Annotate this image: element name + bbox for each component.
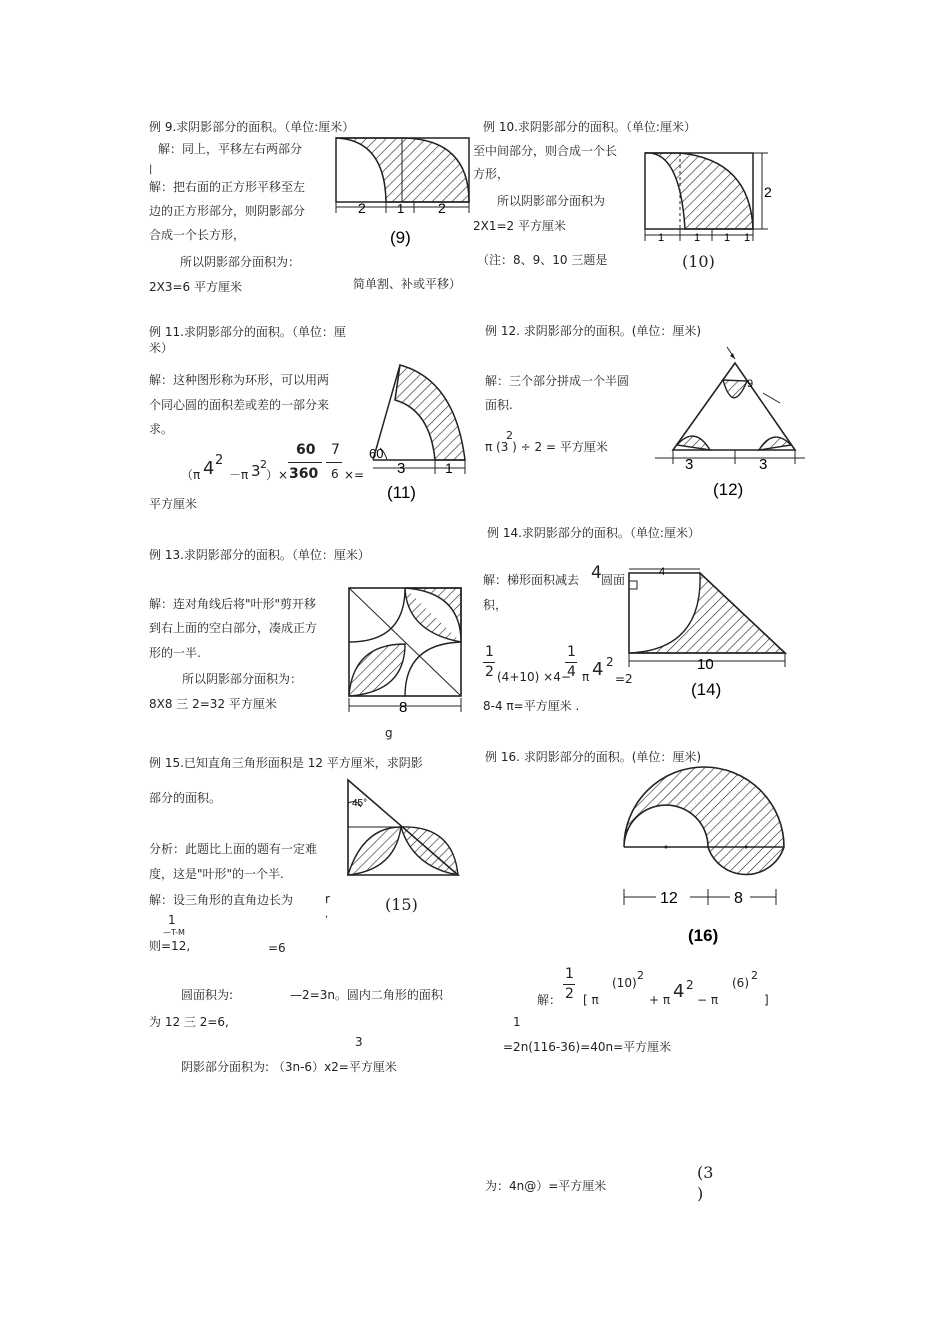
ex11-frac-den: 360 bbox=[289, 466, 319, 482]
ex11-formula-b: －π bbox=[229, 468, 249, 482]
ex14-line1c: 圆面 bbox=[601, 573, 626, 587]
fig9-label: (9) bbox=[390, 228, 411, 247]
ex9-title: 例 9.求阴影部分的面积。（单位:厘米） bbox=[149, 120, 355, 134]
fig11-angle: 60 bbox=[369, 446, 384, 461]
ex16-frac-den: 2 bbox=[565, 986, 574, 1002]
ex13-title: 例 13.求阴影部分的面积。（单位：厘米） bbox=[149, 548, 370, 562]
ex14-frac2-bar bbox=[565, 662, 577, 663]
fig16-dim-a: 12 bbox=[660, 890, 678, 907]
ex16-formula-sq2: 2 bbox=[686, 978, 694, 992]
fig16-dim-b: 8 bbox=[734, 890, 743, 907]
ex11-formula-3: 3 bbox=[251, 462, 261, 480]
ex15-small1: 1 bbox=[168, 913, 176, 927]
ex10-line2: 方形， bbox=[473, 167, 510, 181]
ex9-line1: 解：同上，平移左右两部分 bbox=[158, 142, 303, 156]
fig12-top: 9 bbox=[747, 378, 754, 390]
fig9-dim-a: 2 bbox=[358, 200, 366, 216]
ex16-line2: =2n(116-36)=40n=平方厘米 bbox=[503, 1040, 672, 1054]
ex9-line3: 边的正方形部分，则阴影部分 bbox=[149, 204, 306, 218]
ex10-line4: 2X1=2 平方厘米 bbox=[473, 219, 566, 233]
ex16-frac-num: 1 bbox=[565, 966, 574, 982]
fig10-dim-a: 1 bbox=[658, 232, 665, 244]
fig11-dim-b: 1 bbox=[445, 460, 453, 476]
ex16-formula-sq1: 2 bbox=[637, 969, 644, 982]
ex14-formula-b: π bbox=[582, 670, 590, 684]
ex11-formula-sq1: 2 bbox=[215, 453, 224, 468]
figure-16 bbox=[618, 765, 788, 950]
ex9-mark: | bbox=[149, 164, 153, 175]
ex12-title: 例 12. 求阴影部分的面积。(单位：厘米) bbox=[485, 324, 702, 338]
ex9-line2: 解：把右面的正方形平移至左 bbox=[149, 180, 306, 194]
fig10-label: (10) bbox=[682, 252, 715, 271]
fig15-angle: 45° bbox=[352, 798, 368, 809]
ex16-frac-bar bbox=[563, 984, 575, 985]
ex13-line2: 到右上面的空白部分，凑成正方 bbox=[149, 621, 318, 635]
ex13-line4: 所以阴影部分面积为： bbox=[182, 672, 303, 686]
ex15-line3b: r bbox=[325, 892, 330, 906]
figure-15 bbox=[343, 775, 463, 885]
ex9-line6: 2X3=6 平方厘米 bbox=[149, 280, 242, 294]
ex16-formula-10: (10) bbox=[612, 976, 637, 990]
ex12-formula: π (3 ) ÷ 2 = 平方厘米 bbox=[485, 440, 608, 454]
ex10-title: 例 10.求阴影部分的面积。（单位:厘米） bbox=[483, 120, 696, 134]
ex15-line4b: =6 bbox=[268, 941, 286, 955]
ex9-line4: 合成一个长方形， bbox=[149, 228, 246, 242]
ex13-line3: 形的一半. bbox=[149, 646, 201, 660]
ex14-line3: 8-4 π=平方厘米 . bbox=[483, 699, 580, 713]
ex14-line1a: 解：梯形面积减去 bbox=[483, 573, 580, 587]
ex16-formula-a: [ π bbox=[583, 993, 599, 1007]
ex11-formula-4: 4 bbox=[203, 458, 215, 479]
ex15-small2: —T-M bbox=[163, 928, 185, 937]
ex11-line2: 个同心圆的面积差或差的一部分来 bbox=[149, 398, 330, 412]
fig10-dim-b: 1 bbox=[694, 232, 701, 244]
fig11-dim-a: 3 bbox=[397, 460, 406, 477]
ex15-line2: 度，这是"叶形"的一个半. bbox=[149, 867, 284, 881]
ex16-title: 例 16. 求阴影部分的面积。(单位：厘米) bbox=[485, 750, 702, 764]
figure-9 bbox=[330, 135, 475, 250]
ex16-formula-4: 4 bbox=[673, 981, 685, 1002]
ex14-frac1-den: 2 bbox=[485, 664, 494, 680]
figure-11 bbox=[365, 360, 475, 505]
figure-13 bbox=[343, 582, 468, 717]
figure-14 bbox=[625, 565, 790, 705]
ex14-formula-4: 4 bbox=[592, 659, 604, 680]
ex11-title2: 米） bbox=[149, 341, 174, 355]
ex9-line5: 所以阴影部分面积为： bbox=[180, 255, 301, 269]
ex11-frac2-bar bbox=[326, 462, 342, 463]
ex11-frac2-num: 7 bbox=[331, 442, 340, 458]
ex15-title: 例 15.已知直角三角形面积是 12 平方厘米，求阴影 bbox=[149, 756, 423, 770]
ex11-formula-c: ）× bbox=[266, 468, 289, 482]
ex12-formula-sq: 2 bbox=[506, 429, 513, 442]
ex10-line3: 所以阴影部分面积为 bbox=[497, 194, 606, 208]
ex11-formula-d: ×= bbox=[344, 468, 365, 482]
ex14-line1b: 4 bbox=[591, 563, 602, 583]
ex15-line5a: 圆面积为: bbox=[181, 988, 234, 1002]
fig11-label: (11) bbox=[387, 483, 416, 502]
ex15-line4: 则=12, bbox=[149, 939, 191, 953]
fig14-bottom: 10 bbox=[697, 656, 714, 673]
ex11-line4: 平方厘米 bbox=[149, 497, 198, 511]
ex14-frac1-bar bbox=[483, 662, 495, 663]
fig10-dim-d: 1 bbox=[744, 232, 751, 244]
fig10-dim-c: 1 bbox=[724, 232, 731, 244]
ex11-frac-bar bbox=[288, 462, 322, 463]
ex16-formula-pre: 解： bbox=[537, 993, 562, 1007]
figure-12 bbox=[655, 345, 810, 500]
fig12-dim-a: 3 bbox=[685, 456, 694, 473]
ex13-line1: 解：连对角线后将"叶形"剪开移 bbox=[149, 597, 317, 611]
ex16-formula-6: (6) bbox=[732, 976, 749, 990]
ex14-title: 例 14.求阴影部分的面积。（单位:厘米） bbox=[487, 526, 700, 540]
ex10-line1: 至中间部分，则合成一个长 bbox=[473, 144, 618, 158]
ex16-line1: 1 bbox=[513, 1015, 521, 1029]
ex14-frac1-num: 1 bbox=[485, 644, 494, 660]
fig14-top: 4 bbox=[659, 566, 666, 578]
ex10-line6: 简单割、补或平移） bbox=[353, 277, 462, 291]
fig10-height: 2 bbox=[764, 184, 772, 200]
ex12-line1: 解：三个部分拼成一个半圆 bbox=[485, 374, 630, 388]
ex16-tail-label-2: ) bbox=[697, 1184, 704, 1203]
ex14-frac2-den: 4 bbox=[567, 664, 576, 680]
ex13-fig-label: g bbox=[385, 726, 393, 740]
ex11-formula-sq2: 2 bbox=[260, 458, 267, 471]
ex16-formula-d: ] bbox=[764, 993, 769, 1007]
ex15-line3: 解：设三角形的直角边长为 bbox=[149, 893, 294, 907]
ex15-line6: 为 12 三 2=6, bbox=[149, 1015, 229, 1029]
ex15-title2: 部分的面积。 bbox=[149, 791, 222, 805]
ex11-frac-num: 60 bbox=[296, 442, 316, 458]
ex16-formula-b: + π bbox=[649, 993, 671, 1007]
ex16-line3: 为：4n@）=平方厘米 bbox=[485, 1179, 607, 1193]
ex16-formula-c: − π bbox=[697, 993, 719, 1007]
ex14-formula-sq: 2 bbox=[606, 655, 614, 669]
ex14-line2: 积， bbox=[483, 598, 508, 612]
ex16-formula-sq3: 2 bbox=[751, 969, 758, 982]
fig14-label: (14) bbox=[691, 680, 722, 699]
fig9-dim-c: 2 bbox=[438, 200, 446, 216]
ex12-line2: 面积. bbox=[485, 398, 513, 412]
fig12-dim-b: 3 bbox=[759, 456, 768, 473]
ex14-formula-a: (4+10) ×4− bbox=[497, 670, 571, 684]
ex15-line6b: 3 bbox=[355, 1035, 363, 1049]
ex15-line1: 分析：此题比上面的题有一定难 bbox=[149, 842, 318, 856]
ex11-frac2-den: 6 bbox=[331, 467, 339, 481]
ex11-formula-a: （π bbox=[181, 468, 201, 482]
ex11-line3: 求。 bbox=[149, 422, 174, 436]
ex15-line5b: —2=3n。圆内二角形的面积 bbox=[290, 988, 443, 1002]
ex13-line5: 8X8 三 2=32 平方厘米 bbox=[149, 697, 277, 711]
ex15-mark: , bbox=[325, 909, 329, 920]
ex10-line5: （注：8、9、10 三题是 bbox=[477, 253, 608, 267]
ex14-frac2-num: 1 bbox=[567, 644, 576, 660]
ex16-tail-label-1: (3 bbox=[697, 1163, 714, 1182]
ex15-line7: 阴影部分面积为: （3n-6）x2=平方厘米 bbox=[181, 1060, 397, 1074]
ex11-title: 例 11.求阴影部分的面积。（单位：厘 bbox=[149, 325, 346, 339]
ex11-line1: 解：这种图形称为环形，可以用两 bbox=[149, 373, 330, 387]
fig13-dim: 8 bbox=[399, 699, 408, 716]
fig9-dim-b: 1 bbox=[397, 201, 405, 216]
fig16-label: (16) bbox=[688, 926, 719, 945]
ex14-formula-c: =2 bbox=[615, 672, 633, 686]
fig15-label: (15) bbox=[385, 895, 418, 914]
fig12-label: (12) bbox=[713, 480, 744, 499]
